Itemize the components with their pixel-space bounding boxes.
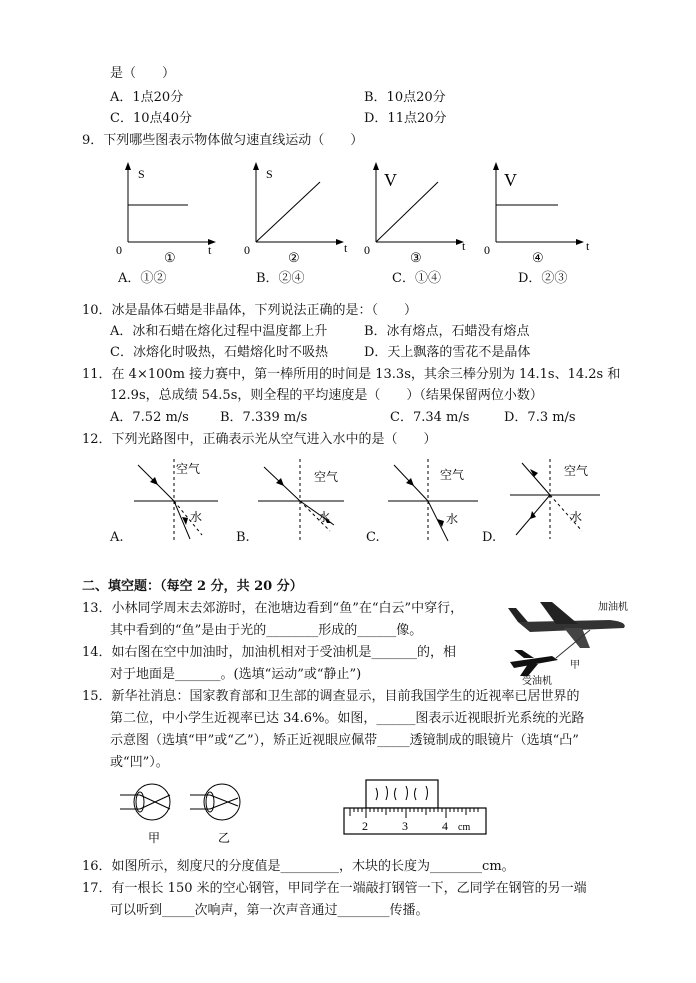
ruler-tick-4: 4 (442, 819, 448, 833)
q12-b-air: 空气 (314, 470, 339, 484)
q9-g3-num: ③ (410, 250, 422, 265)
q9-option-b: B．②④ (256, 271, 305, 286)
q8-option-a: A．1点20分 (110, 90, 184, 105)
q8-option-b: B．10点20分 (364, 90, 446, 105)
q9-g4-axis-y: V (504, 170, 517, 190)
q9-graph-2 (236, 160, 352, 265)
q10-option-a: A．冰和石蜡在熔化过程中温度都上升 (110, 324, 328, 339)
q11-option-a: A．7.52 m/s (110, 410, 189, 425)
eye-left-label: 甲 (148, 831, 161, 845)
q12-stem: 12．下列光路图中，正确表示光从空气进入水中的是（ ） (82, 432, 437, 447)
ruler-figure (340, 778, 490, 838)
q9-g1-axis-y: S (138, 167, 145, 181)
jia-label: 甲 (570, 660, 580, 671)
q8-option-c: C．10点40分 (110, 111, 193, 126)
q12-a-water: 水 (190, 510, 203, 524)
q12-option-b: B. (236, 530, 250, 545)
q13-line2: 其中看到的“鱼”是由于光的________形成的______像。 (110, 623, 423, 638)
ruler-unit: cm (458, 822, 471, 833)
q9-g1-num: ① (164, 250, 176, 265)
q10-option-c: C．冰熔化时吸热，石蜡熔化时不吸热 (110, 345, 328, 360)
q17-line1: 17．有一根长 150 米的空心钢管，甲同学在一端敲打钢管一下，乙同学在钢管的另一端 (82, 881, 587, 896)
q9-graph-1 (108, 160, 218, 265)
q12-c-water: 水 (446, 512, 459, 526)
q12-a-air: 空气 (176, 462, 201, 476)
q9-stem: 9．下列哪些图表示物体做匀速直线运动（ ） (82, 133, 364, 148)
q9-g3-origin: 0 (364, 243, 370, 257)
ruler-tick-3: 3 (402, 819, 408, 833)
q9-option-c: C．①④ (392, 271, 441, 286)
q9-g1-origin: 0 (116, 243, 122, 257)
q15-line1: 15．新华社消息：国家教育部和卫生部的调查显示，目前我国学生的近视率已居世界的 (82, 689, 580, 704)
q10-option-b: B．冰有熔点，石蜡没有熔点 (364, 324, 530, 339)
q11-option-c: C．7.34 m/s (390, 410, 470, 425)
q12-diagram-c (382, 455, 492, 545)
q9-g3-axis-x: t (462, 239, 466, 253)
q11-option-d: D．7.3 m/s (504, 410, 576, 425)
q11-option-b: B．7.339 m/s (220, 410, 308, 425)
eye-diagrams (120, 778, 250, 848)
q11-stem-line2: 12.9s，总成绩 54.5s，则全程的平均速度是（ ）（结果保留两位小数） (110, 388, 543, 403)
q8-tail: 是（ ） (110, 66, 176, 81)
tanker-label: 加油机 (598, 602, 628, 613)
refueling-planes-figure (500, 596, 640, 686)
q13-line1: 13．小林同学周末去郊游时，在池塘边看到“鱼”在“白云”中穿行， (82, 601, 464, 616)
q12-c-air: 空气 (440, 468, 465, 482)
q9-g2-axis-y: S (266, 167, 273, 181)
q15-line2: 第二位，中小学生近视率已达 34.6%。如图，______图表示近视眼折光系统的光路 (110, 711, 585, 726)
q14-line2: 对于地面是_______。(选填“运动”或“静止”) (110, 667, 362, 682)
q12-diagram-d (504, 455, 614, 545)
receiver-label: 受油机 (522, 676, 552, 686)
q12-option-c: C. (366, 530, 380, 545)
q12-diagram-b (248, 455, 358, 545)
q8-option-d: D．11点20分 (364, 111, 447, 126)
eye-right-label: 乙 (218, 831, 231, 845)
q17-line2: 可以听到_____次响声，第一次声音通过________传播。 (110, 903, 429, 918)
q9-graph-4 (476, 160, 594, 265)
ruler-tick-2: 2 (362, 819, 368, 833)
q9-option-a: A．①② (118, 271, 167, 286)
q12-diagram-a (110, 455, 230, 545)
q15-line4: 或“凹”）。 (110, 755, 169, 770)
q12-d-air: 空气 (564, 464, 589, 478)
q9-g1-axis-x: t (208, 243, 212, 257)
q12-option-d: D. (482, 530, 497, 545)
q9-g3-axis-y: V (384, 170, 397, 190)
q9-g4-num: ④ (532, 250, 544, 265)
section-fill-blank-heading: 二、填空题：（每空 2 分，共 20 分） (82, 579, 303, 594)
q9-g2-origin: 0 (244, 243, 250, 257)
q9-graph-3 (356, 160, 472, 265)
q11-stem-line1: 11．在 4×100m 接力赛中，第一棒所用的时间是 13.3s，其余三棒分别为 14.1s、14.2s 和 (82, 367, 621, 382)
q12-d-water: 水 (570, 510, 583, 524)
q9-g2-axis-x: t (344, 241, 348, 255)
q16-line1: 16．如图所示，刻度尺的分度值是_________，木块的长度为________cm。 (82, 859, 515, 874)
q9-g4-axis-x: t (586, 239, 590, 253)
q10-option-d: D．天上飘落的雪花不是晶体 (364, 345, 531, 360)
q9-g4-origin: 0 (484, 243, 490, 257)
q9-g2-num: ② (288, 250, 300, 265)
q12-b-water: 水 (318, 510, 331, 524)
q12-option-a: A. (110, 530, 124, 545)
q9-option-d: D．②③ (518, 271, 568, 286)
q15-line3: 示意图（选填“甲”或“乙”），矫正近视眼应佩带_____透镜制成的眼镜片（选填“凸” (110, 733, 579, 748)
q14-line1: 14．如右图在空中加油时，加油机相对于受油机是_______的，相 (82, 645, 457, 660)
q10-stem: 10．冰是晶体石蜡是非晶体，下列说法正确的是：（ ） (82, 303, 418, 318)
